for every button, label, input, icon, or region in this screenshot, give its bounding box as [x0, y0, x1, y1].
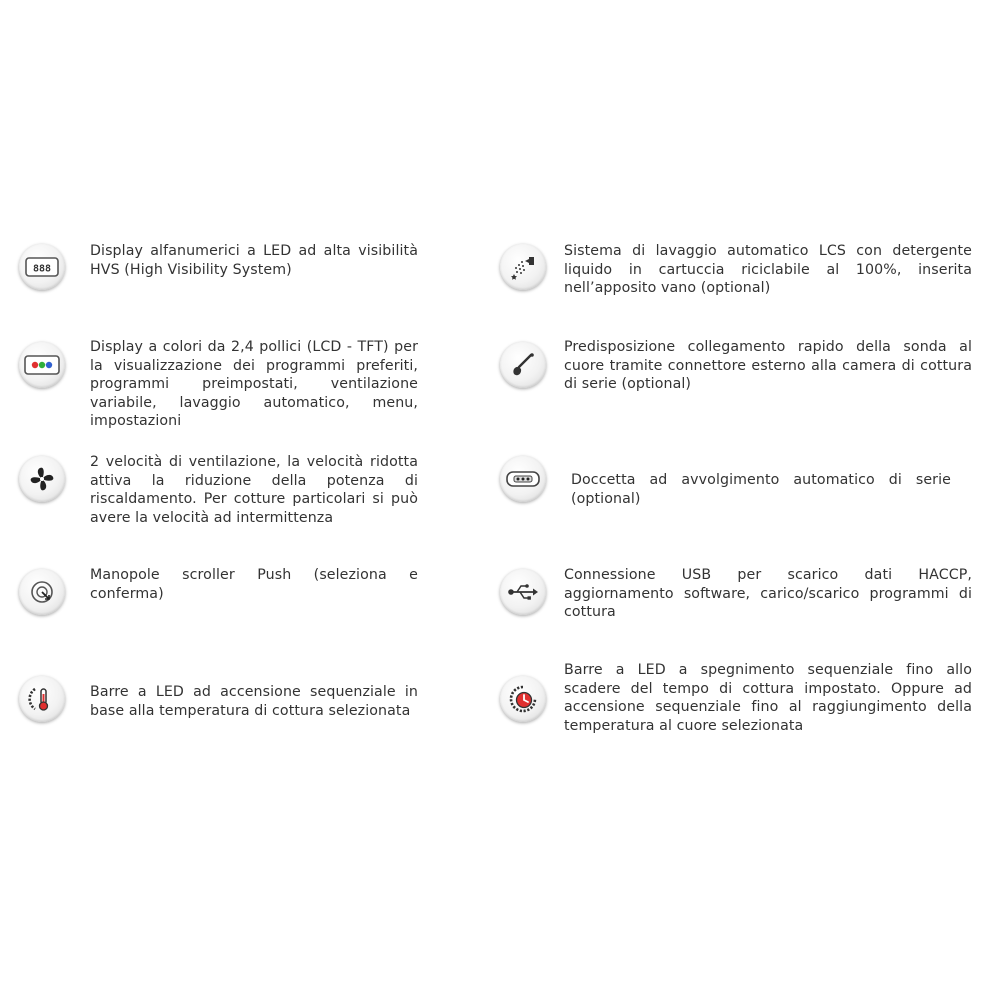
feature-text: Barre a LED ad accensione sequenziale in base alla temperatura di cottura selezionata [90, 684, 418, 719]
feature-text: Display a colori da 2,4 pollici (LCD - TFT) per la visualizzazione dei programmi preferiti, programmi preimpostati, ventilazione variabile, lavaggio automatico, menu, impostazioni [90, 339, 418, 429]
fan-icon [19, 456, 65, 502]
feature-text: Sistema di lavaggio automatico LCS con detergente liquido in cartuccia riciclabile al 100%, inserita nell’apposito vano (optional) [564, 243, 972, 296]
color-display-icon [19, 342, 65, 388]
feature-text: Display alfanumerici a LED ad alta visibilità HVS (High Visibility System) [90, 243, 418, 278]
feature-text: Predisposizione collegamento rapido della sonda al cuore tramite connettore esterno alla camera di cottura di serie (optional) [564, 339, 972, 392]
feature-text: Manopole scroller Push (seleziona e conferma) [90, 567, 418, 602]
feature-text: 2 velocità di ventilazione, la velocità ridotta attiva la riduzione della potenza di riscaldamento. Per cotture particolari si può avere la velocità ad intermittenza [90, 454, 418, 526]
hose-reel-icon [500, 456, 546, 502]
thermometer-icon [19, 676, 65, 722]
core-probe-icon [500, 342, 546, 388]
led-display-icon [19, 244, 65, 290]
timer-icon [500, 676, 546, 722]
push-knob-icon [19, 569, 65, 615]
feature-text: Connessione USB per scarico dati HACCP, aggiornamento software, carico/scarico programmi di cottura [564, 567, 972, 620]
feature-text: Doccetta ad avvolgimento automatico di serie (optional) [571, 472, 951, 507]
svg-text:888: 888 [32, 263, 52, 275]
usb-icon [500, 569, 546, 615]
feature-text: Barre a LED a spegnimento sequenziale fino allo scadere del tempo di cottura impostato. Oppure ad accensione sequenziale fino al raggiungimento della temperatura al cuore selezionata [564, 662, 972, 734]
washing-spray-icon [500, 244, 546, 290]
